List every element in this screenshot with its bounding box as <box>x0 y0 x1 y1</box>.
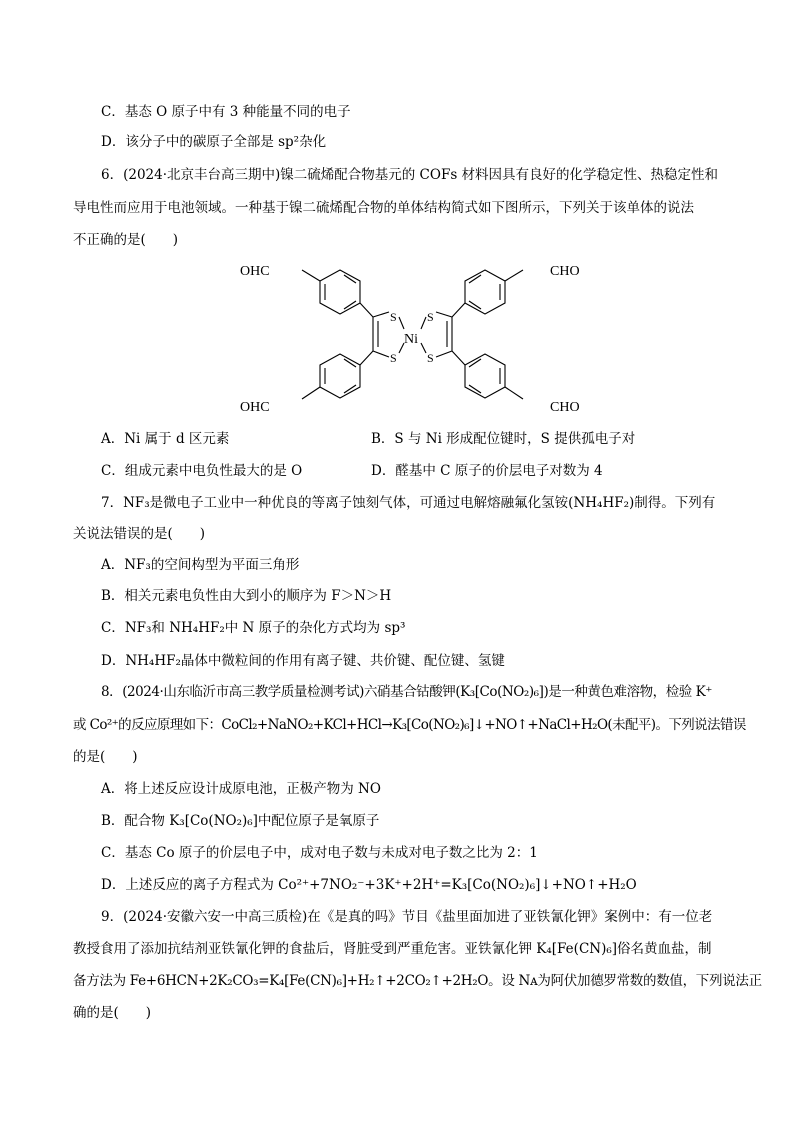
q8-option-c: C．基态 Co 原子的价层电子中，成对电子数与未成对电子数之比为 2：1 <box>101 845 538 861</box>
label-s: S <box>390 310 397 324</box>
q7-option-d: D．NH₄HF₂晶体中微粒间的作用有离子键、共价键、配位键、氢键 <box>101 653 505 669</box>
label-ni: Ni <box>404 332 418 347</box>
q6-stem-line3: 不正确的是( ) <box>73 232 179 248</box>
q7-option-b: B．相关元素电负性由大到小的顺序为 F＞N＞H <box>101 588 392 604</box>
q9-stem-line2: 教授食用了添加抗结剂亚铁氰化钾的食盐后，肾脏受到严重危害。亚铁氰化钾 K₄[Fe(CN)₆]俗名黄血盐，制 <box>73 941 712 957</box>
q6-option-a: A．Ni 属于 d 区元素 <box>101 431 230 447</box>
label-cho-bottom-right: CHO <box>550 400 580 415</box>
nickel-dithiolene-structure <box>230 255 600 420</box>
label-ohc-bottom-left: OHC <box>240 400 270 415</box>
q6-stem-line1: 6．(2024·北京丰台高三期中)镍二硫烯配合物基元的 COFs 材料因具有良好的化学稳定性、热稳定性和 <box>101 167 719 183</box>
q8-stem-line3: 的是( ) <box>73 749 138 765</box>
label-ohc-top-left: OHC <box>240 264 270 279</box>
q9-stem-line4: 确的是( ) <box>73 1005 152 1021</box>
q9-stem-line3: 备方法为 Fe+6HCN+2K₂CO₃=K₄[Fe(CN)₆]+H₂↑+2CO₂↑+2H₂O。设 Nᴀ为阿伏加德罗常数的数值，下列说法正 <box>73 973 762 989</box>
q9-stem-line1: 9．(2024·安徽六安一中高三质检)在《是真的吗》节目《盐里面加进了亚铁氰化钾》案例中：有一位老 <box>101 909 713 925</box>
label-cho-top-right: CHO <box>550 264 580 279</box>
q5-option-c: C．基态 O 原子中有 3 种能量不同的电子 <box>101 104 351 120</box>
q6-option-b: B．S 与 Ni 形成配位键时，S 提供孤电子对 <box>371 431 636 447</box>
q8-stem-line2: 或 Co²⁺的反应原理如下：CoCl₂+NaNO₂+KCl+HCl→K₃[Co(NO₂)₆]↓+NO↑+NaCl+H₂O(未配平)。下列说法错误 <box>73 717 746 733</box>
q7-stem-line1: 7．NF₃是微电子工业中一种优良的等离子蚀刻气体，可通过电解熔融氟化氢铵(NH₄HF₂)制得。下列有 <box>101 495 716 511</box>
q7-stem-line2: 关说法错误的是( ) <box>73 526 206 542</box>
q7-option-c: C．NF₃和 NH₄HF₂中 N 原子的杂化方式均为 sp³ <box>101 620 406 636</box>
q8-option-b: B．配合物 K₃[Co(NO₂)₆]中配位原子是氧原子 <box>101 813 380 829</box>
q8-option-d: D．上述反应的离子方程式为 Co²⁺+7NO₂⁻+3K⁺+2H⁺=K₃[Co(NO₂)₆]↓+NO↑+H₂O <box>101 877 637 893</box>
label-s: S <box>427 310 434 324</box>
q6-option-c: C．组成元素中电负性最大的是 O <box>101 463 303 479</box>
q8-option-a: A．将上述反应设计成原电池，正极产物为 NO <box>101 781 381 797</box>
q5-option-d: D．该分子中的碳原子全部是 sp²杂化 <box>101 134 327 150</box>
q8-stem-line1: 8．(2024·山东临沂市高三教学质量检测考试)六硝基合钴酸钾(K₃[Co(NO₂)₆])是一种黄色难溶物，检验 K⁺ <box>101 684 712 700</box>
label-s: S <box>427 351 434 365</box>
q7-option-a: A．NF₃的空间构型为平面三角形 <box>101 557 300 573</box>
q6-option-d: D．醛基中 C 原子的价层电子对数为 4 <box>371 463 603 479</box>
label-s: S <box>390 351 397 365</box>
q6-stem-line2: 导电性而应用于电池领域。一种基于镍二硫烯配合物的单体结构简式如下图所示，下列关于该单体的说法 <box>73 200 694 216</box>
